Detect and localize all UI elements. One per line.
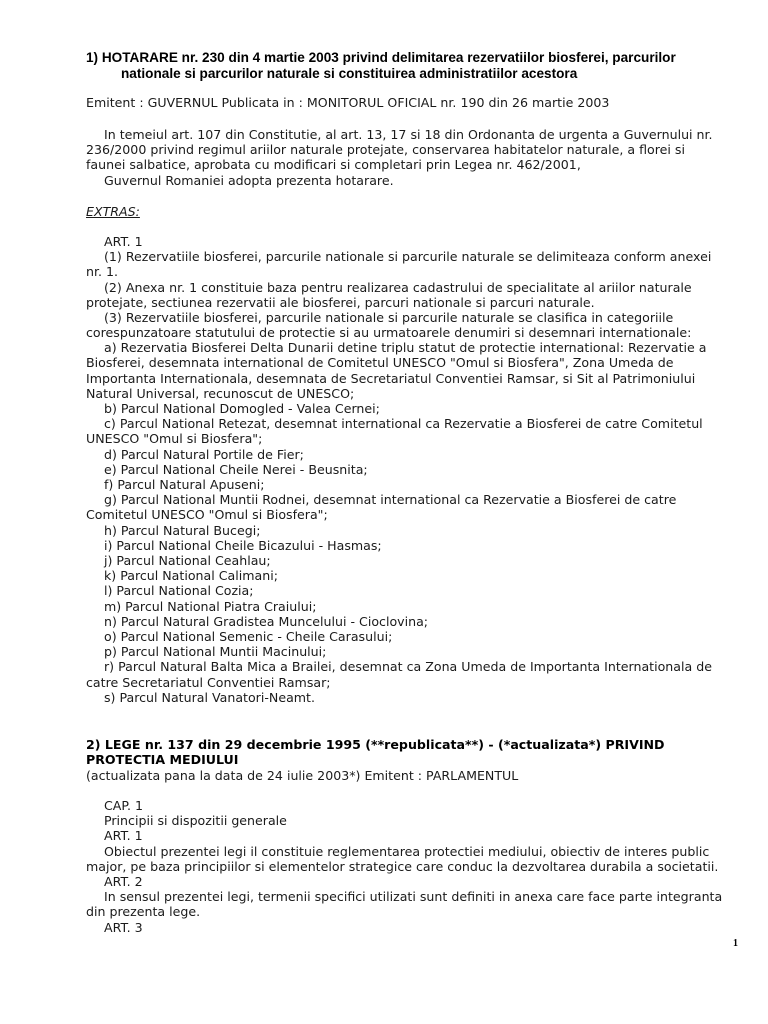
- doc2-subtitle: (actualizata pana la data de 24 iulie 2003*) Emitent : PARLAMENTUL: [86, 768, 519, 783]
- list-item: g) Parcul National Muntii Rodnei, desemnat international ca Rezervatie a Biosferei de catre: [104, 492, 677, 507]
- list-item: c) Parcul National Retezat, desemnat international ca Rezervatie a Biosferei de catre Comitetul: [104, 416, 703, 431]
- chapter-title: Principii si dispozitii generale: [104, 813, 287, 828]
- list-item-cont: Comitetul UNESCO "Omul si Biosfera";: [86, 507, 328, 522]
- list-item-cont: Biosferei, desemnata international de Comitetul UNESCO "Omul si Biosfera", Zona Umeda de: [86, 355, 674, 370]
- doc1-title: [86, 50, 736, 82]
- paragraph-line: (1) Rezervatiile biosferei, parcurile nationale si parcurile naturale se delimiteaza conform anexei: [104, 249, 712, 264]
- list-item: s) Parcul Natural Vanatori-Neamt.: [104, 690, 315, 705]
- list-item-cont: catre Secretariatul Conventiei Ramsar;: [86, 675, 331, 690]
- paragraph-line: In sensul prezentei legi, termenii specifici utilizati sunt definiti in anexa care face parte integranta: [104, 889, 723, 904]
- doc1-preamble-line: 236/2000 privind regimul ariilor naturale protejate, conservarea habitatelor naturale, a florei si: [86, 142, 685, 157]
- list-item-cont: Natural Universal, recunoscut de UNESCO;: [86, 386, 355, 401]
- list-item: e) Parcul National Cheile Nerei - Beusnita;: [104, 462, 368, 477]
- paragraph-line: Obiectul prezentei legi il constituie reglementarea protectiei mediului, obiectiv de interes public: [104, 844, 710, 859]
- doc1-emitent: Emitent : GUVERNUL Publicata in : MONITORUL OFICIAL nr. 190 din 26 martie 2003: [86, 95, 610, 110]
- paragraph-line: (2) Anexa nr. 1 constituie baza pentru realizarea cadastrului de specialitate al ariilor naturale: [104, 280, 692, 295]
- paragraph-line: din prezenta lege.: [86, 904, 201, 919]
- paragraph-line: nr. 1.: [86, 264, 119, 279]
- doc1-preamble-line: Guvernul Romaniei adopta prezenta hotarare.: [104, 173, 394, 188]
- list-item: l) Parcul National Cozia;: [104, 583, 254, 598]
- paragraph-line: protejate, sectiunea rezervatii ale biosferei, parcuri nationale si parcuri naturale.: [86, 295, 595, 310]
- list-item: p) Parcul National Muntii Macinului;: [104, 644, 327, 659]
- extras-label: EXTRAS:: [86, 204, 140, 219]
- list-item: d) Parcul Natural Portile de Fier;: [104, 447, 304, 462]
- chapter-heading: CAP. 1: [104, 798, 144, 813]
- paragraph-line: major, pe baza principiilor si elementelor strategice care conduc la dezvoltarea durabila a societatii.: [86, 859, 719, 874]
- list-item-cont: UNESCO "Omul si Biosfera";: [86, 431, 263, 446]
- doc1-preamble-line: In temeiul art. 107 din Constitutie, al art. 13, 17 si 18 din Ordonanta de urgenta a Guvernului nr.: [104, 127, 713, 142]
- list-item: h) Parcul Natural Bucegi;: [104, 523, 261, 538]
- page-number: 1: [733, 938, 738, 949]
- list-item: m) Parcul National Piatra Craiului;: [104, 599, 317, 614]
- doc2-title-line2: PROTECTIA MEDIULUI: [86, 752, 239, 768]
- paragraph-line: (3) Rezervatiile biosferei, parcurile nationale si parcurile naturale se clasifica in categoriile: [104, 310, 674, 325]
- doc1-title-line1: 1) HOTARARE nr. 230 din 4 martie 2003 privind delimitarea rezervatiilor biosferei, parcurilor: [86, 50, 676, 65]
- doc2-title: [86, 737, 736, 767]
- paragraph-line: corespunzatoare statutului de protectie si au urmatoarele denumiri si desemnari internationale:: [86, 325, 692, 340]
- list-item: k) Parcul National Calimani;: [104, 568, 278, 583]
- article-heading: ART. 2: [104, 874, 143, 889]
- doc1-preamble-line: faunei salbatice, aprobata cu modificari si completari prin Legea nr. 462/2001,: [86, 157, 581, 172]
- list-item: j) Parcul National Ceahlau;: [104, 553, 271, 568]
- list-item: o) Parcul National Semenic - Cheile Carasului;: [104, 629, 393, 644]
- list-item: a) Rezervatia Biosferei Delta Dunarii detine triplu statut de protectie international: Rezervatie a: [104, 340, 707, 355]
- list-item: i) Parcul National Cheile Bicazului - Hasmas;: [104, 538, 382, 553]
- list-item: f) Parcul Natural Apuseni;: [104, 477, 265, 492]
- article-heading: ART. 1: [104, 234, 143, 249]
- doc1-title-line2: nationale si parcurilor naturale si constituirea administratiilor acestora: [121, 66, 578, 81]
- article-heading: ART. 3: [104, 920, 143, 935]
- list-item: r) Parcul Natural Balta Mica a Brailei, desemnat ca Zona Umeda de Importanta Internationala de: [104, 659, 712, 674]
- list-item-cont: Importanta Internationala, desemnata de Secretariatul Conventiei Ramsar, si Sit al Patrimoniului: [86, 371, 696, 386]
- list-item: n) Parcul Natural Gradistea Muncelului - Cioclovina;: [104, 614, 429, 629]
- article-heading: ART. 1: [104, 828, 143, 843]
- doc2-title-line1: 2) LEGE nr. 137 din 29 decembrie 1995 (**republicata**) - (*actualizata*) PRIVIND: [86, 737, 665, 752]
- list-item: b) Parcul National Domogled - Valea Cernei;: [104, 401, 380, 416]
